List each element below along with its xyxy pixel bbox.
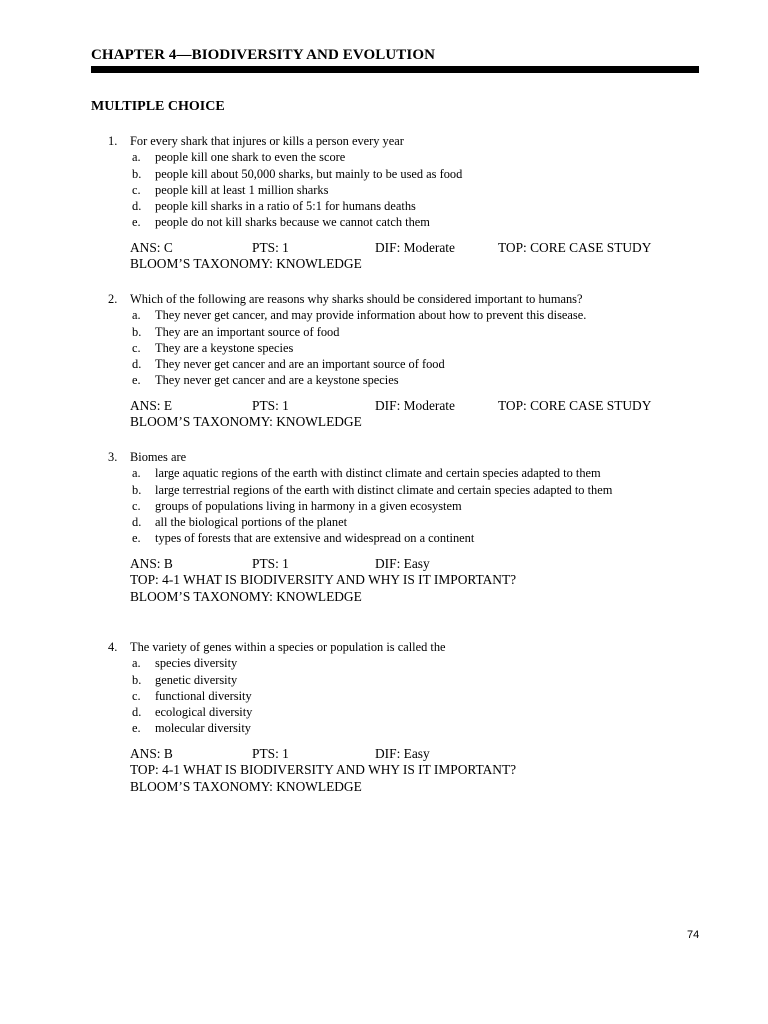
- question-text: The variety of genes within a species or population is called the: [130, 640, 446, 654]
- option-letter: d.: [132, 357, 142, 372]
- question-number: 2.: [108, 292, 118, 306]
- answer-metadata: [91, 556, 701, 606]
- points-label: PTS: 1: [252, 397, 289, 413]
- bloom-taxonomy: BLOOM’S TAXONOMY: KNOWLEDGE: [130, 414, 362, 430]
- option-letter: b.: [132, 166, 142, 181]
- option-text: functional diversity: [155, 688, 252, 703]
- option-a: [91, 307, 701, 323]
- option-text: large terrestrial regions of the earth with distinct climate and certain species adapted to them: [155, 482, 613, 497]
- answer-row: [130, 398, 701, 415]
- answer-label: ANS: E: [130, 397, 173, 413]
- option-c: [91, 688, 701, 704]
- option-letter: b.: [132, 324, 142, 339]
- option-c: [91, 498, 701, 514]
- option-d: [91, 704, 701, 720]
- topic-label: TOP: 4-1 WHAT IS BIODIVERSITY AND WHY IS IT IMPORTANT?: [130, 762, 517, 778]
- question-stem: [91, 291, 701, 307]
- option-e: [91, 214, 701, 230]
- bloom-taxonomy: BLOOM’S TAXONOMY: KNOWLEDGE: [130, 256, 362, 272]
- option-letter: c.: [132, 688, 141, 703]
- option-text: They never get cancer and are a keystone species: [155, 373, 399, 388]
- question-stem: [91, 639, 701, 655]
- question-text: For every shark that injures or kills a person every year: [130, 134, 404, 148]
- answer-label: ANS: B: [130, 555, 173, 571]
- points-label: PTS: 1: [252, 745, 289, 761]
- question-3: [91, 449, 701, 605]
- header-rule: [91, 66, 699, 73]
- option-letter: c.: [132, 182, 141, 197]
- answer-label: ANS: B: [130, 745, 173, 761]
- question-number: 1.: [108, 134, 118, 148]
- option-text: genetic diversity: [155, 672, 238, 687]
- answer-metadata: [91, 240, 701, 273]
- option-text: types of forests that are extensive and widespread on a continent: [155, 531, 475, 546]
- option-letter: d.: [132, 705, 142, 720]
- option-letter: c.: [132, 498, 141, 513]
- question-text: Biomes are: [130, 450, 187, 464]
- option-b: [91, 672, 701, 688]
- option-letter: e.: [132, 721, 141, 736]
- option-e: [91, 720, 701, 736]
- option-b: [91, 166, 701, 182]
- option-text: large aquatic regions of the earth with distinct climate and certain species adapted to them: [155, 466, 601, 481]
- answer-row: [130, 556, 701, 573]
- question-4: [91, 639, 701, 795]
- answer-metadata: [91, 746, 701, 796]
- option-letter: d.: [132, 199, 142, 214]
- question-stem: [91, 449, 701, 465]
- difficulty-label: DIF: Easy: [375, 555, 430, 571]
- section-title: MULTIPLE CHOICE: [91, 99, 225, 114]
- option-d: [91, 198, 701, 214]
- page-number: 74: [687, 929, 700, 941]
- difficulty-label: DIF: Moderate: [375, 397, 455, 413]
- bloom-taxonomy: BLOOM’S TAXONOMY: KNOWLEDGE: [130, 588, 362, 604]
- option-letter: e.: [132, 215, 141, 230]
- topic-label: TOP: CORE CASE STUDY: [498, 239, 652, 255]
- option-a: [91, 465, 701, 481]
- answer-metadata: [91, 398, 701, 431]
- question-stem: [91, 133, 701, 149]
- difficulty-label: DIF: Easy: [375, 745, 430, 761]
- option-letter: a.: [132, 308, 141, 323]
- option-letter: a.: [132, 466, 141, 481]
- option-b: [91, 324, 701, 340]
- answer-row: [130, 240, 701, 257]
- option-text: They never get cancer and are an important source of food: [155, 357, 445, 372]
- option-letter: a.: [132, 656, 141, 671]
- option-text: people kill one shark to even the score: [155, 150, 346, 165]
- question-number: 4.: [108, 640, 118, 654]
- option-text: people kill about 50,000 sharks, but mainly to be used as food: [155, 166, 463, 181]
- option-b: [91, 482, 701, 498]
- topic-label: TOP: CORE CASE STUDY: [498, 397, 652, 413]
- question-number: 3.: [108, 450, 118, 464]
- bloom-taxonomy: BLOOM’S TAXONOMY: KNOWLEDGE: [130, 778, 362, 794]
- answer-label: ANS: C: [130, 239, 173, 255]
- option-text: They never get cancer, and may provide information about how to prevent this disease.: [155, 308, 587, 323]
- topic-label: TOP: 4-1 WHAT IS BIODIVERSITY AND WHY IS IT IMPORTANT?: [130, 572, 517, 588]
- option-letter: e.: [132, 373, 141, 388]
- option-letter: a.: [132, 150, 141, 165]
- difficulty-label: DIF: Moderate: [375, 239, 455, 255]
- points-label: PTS: 1: [252, 555, 289, 571]
- option-text: people kill sharks in a ratio of 5:1 for humans deaths: [155, 199, 416, 214]
- option-letter: d.: [132, 515, 142, 530]
- option-text: people do not kill sharks because we cannot catch them: [155, 215, 430, 230]
- option-text: ecological diversity: [155, 705, 253, 720]
- option-letter: b.: [132, 482, 142, 497]
- option-e: [91, 372, 701, 388]
- option-text: all the biological portions of the planet: [155, 515, 348, 530]
- question-2: [91, 291, 701, 431]
- option-c: [91, 182, 701, 198]
- option-d: [91, 356, 701, 372]
- question-text: Which of the following are reasons why sharks should be considered important to humans?: [130, 292, 583, 306]
- option-text: They are a keystone species: [155, 340, 294, 355]
- option-text: people kill at least 1 million sharks: [155, 182, 329, 197]
- chapter-title: CHAPTER 4—BIODIVERSITY AND EVOLUTION: [91, 47, 436, 63]
- option-letter: e.: [132, 531, 141, 546]
- option-e: [91, 530, 701, 546]
- option-d: [91, 514, 701, 530]
- option-letter: b.: [132, 672, 142, 687]
- option-text: species diversity: [155, 656, 238, 671]
- option-letter: c.: [132, 340, 141, 355]
- option-a: [91, 149, 701, 165]
- option-a: [91, 655, 701, 671]
- option-text: They are an important source of food: [155, 324, 340, 339]
- question-1: [91, 133, 701, 273]
- answer-row: [130, 746, 701, 763]
- option-c: [91, 340, 701, 356]
- chapter-header: [91, 45, 699, 65]
- points-label: PTS: 1: [252, 239, 289, 255]
- option-text: groups of populations living in harmony in a given ecosystem: [155, 498, 462, 513]
- option-text: molecular diversity: [155, 721, 251, 736]
